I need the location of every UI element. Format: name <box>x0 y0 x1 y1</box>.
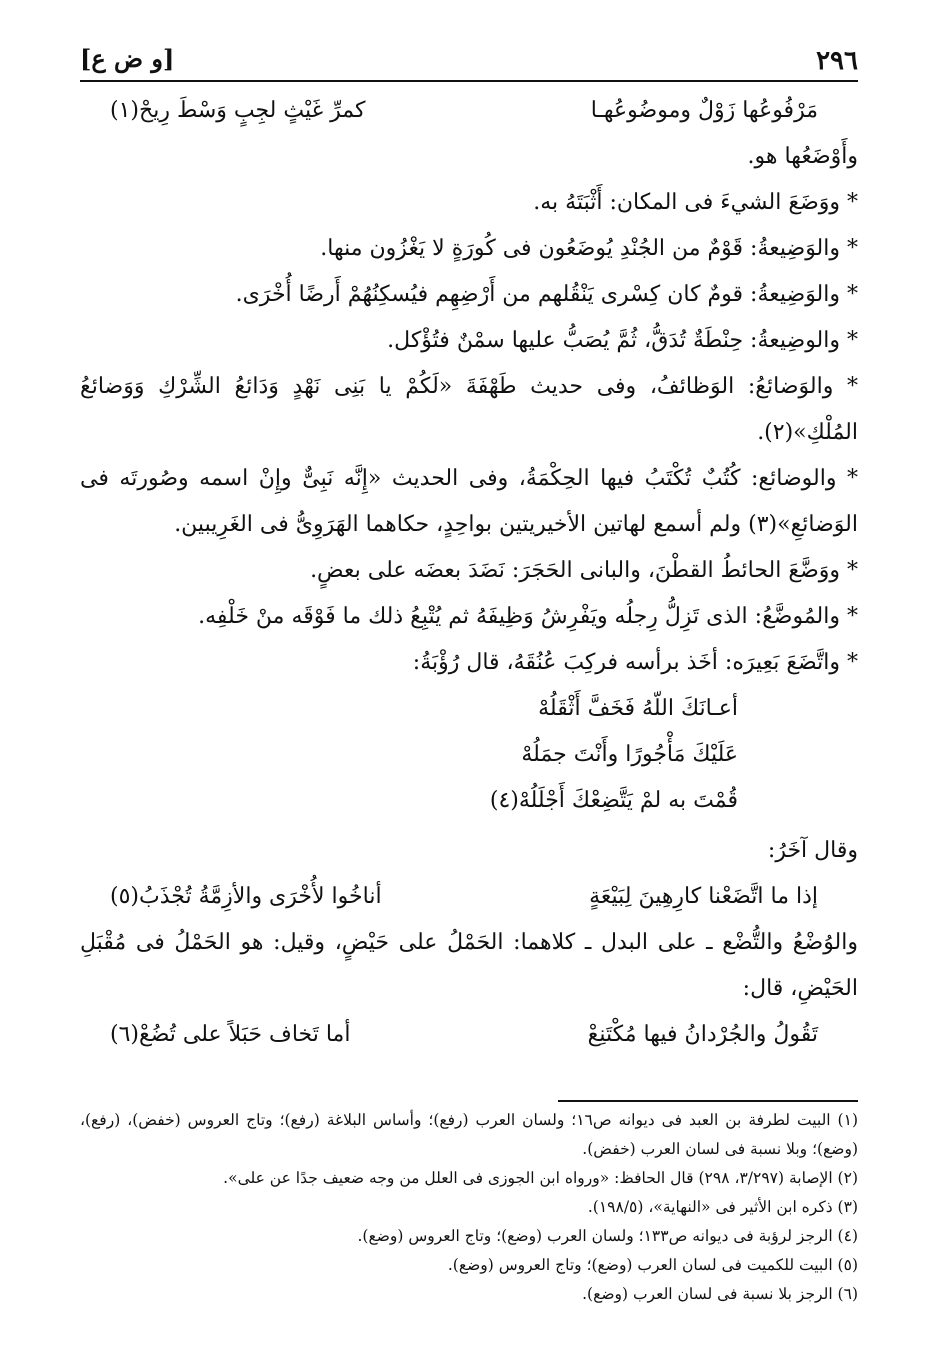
rajaz-line: أعـانَكَ اللّهُ فَخَفَّ أَثْقَلُهْ <box>538 696 738 721</box>
main-text <box>80 88 858 1058</box>
entry-paragraph: * والوَضِيعةُ: قَوْمٌ من الجُنْدِ يُوضَعُون فى كُورَةٍ لا يَغْزُون منها. <box>320 236 858 261</box>
verse-hemistich-left: كمرِّ غَيْثٍ لجِبٍ وَسْطَ رِيحْ(١) <box>110 98 366 123</box>
entry-paragraph: * واتَّضَعَ بَعِيرَه: أخَذ برأسه فركِبَ عُنُقَهُ، قال رُؤْبَةُ: <box>412 650 858 675</box>
entry-paragraph: * والوَضائعُ: الوَظائفُ، وفى حديث طَهْفَةَ «لَكُمْ يا بَنِى نَهْدٍ وَدَائعُ الشِّرْكِ وَوَضائعُ المُلْكِ»(٢). <box>80 374 858 445</box>
footnote: (٦) الرجز بلا نسبة فى لسان العرب (وضع). <box>582 1285 858 1303</box>
verse-hemistich-right: مَرْفُوعُها زَوْلٌ وموضُوعُهـا <box>590 98 818 123</box>
entry-paragraph: * والمُوضَّعُ: الذى تَزِلُّ رِجلُه ويَفْرِشُ وَظِيفَهُ ثم يُتْبِعُ ذلك ما فَوْقَه منْ خَلْفِه. <box>198 604 858 629</box>
verse-hemistich-left: أناخُوا لأُخْرَى والأزِمَّةُ تُجْذَبُ(٥) <box>110 884 382 909</box>
paragraph: والوُضْعُ والتُّضْع ـ على البدل ـ كلاهما: الحَمْلُ على حَيْضٍ، وقيل: هو الحَمْلُ فى مُقْبَلِ الحَيْضِ، قال: <box>80 930 858 1001</box>
verse-line <box>80 1012 858 1058</box>
root-heading: [و ض ع] <box>80 44 175 73</box>
footnotes <box>80 1106 858 1309</box>
footnote-separator <box>558 1100 858 1102</box>
rajaz-line: قُمْتَ به لمْ يَتَّضِعْكَ أَجْلَلُهْ(٤) <box>489 788 738 813</box>
verse-hemistich-right: تَقُولُ والجُرْدانُ فيها مُكْتَنِعْ <box>587 1022 818 1047</box>
footnote: (٢) الإصابة (٣/٢٩٧، ٢٩٨) قال الحافظ: «ورواه ابن الجوزى فى العلل من وجه ضعيف جدًا عن على». <box>223 1169 858 1187</box>
entry-paragraph: * ووَضَّعَ الحائطُ القطْنَ، والبانى الحَجَرَ: نَضَدَ بعضَه على بعضٍ. <box>310 558 858 583</box>
entry-paragraph: * والوضِيعةُ: حِنْطَةٌ تُدَقُّ، ثُمَّ يُصَبُّ عليها سمْنٌ فتُؤْكل. <box>387 328 858 353</box>
entry-paragraph: * والوضائع: كُتُبٌ تُكْتَبُ فيها الحِكْمَةُ، وفى الحديث «إِنَّه نَبِىٌّ وإِنْ اسمه وصُورتَه فى الوَضائعِ»(٣) ولم أسمع لهاتين الأخيريتين بواحِدٍ، حكاهما الهَرَوِىُّ فى الغَرِيبين. <box>80 466 858 537</box>
entry-paragraph: * والوَضِيعةُ: قومٌ كان كِسْرى يَنْقُلهم من أَرْضِهِم فيُسكِنُهُمْ أَرضًا أُخْرَى. <box>235 282 858 307</box>
verse-line <box>80 88 858 134</box>
footnote: (٤) الرجز لرؤبة فى ديوانه ص١٣٣؛ ولسان العرب (وضع)؛ وتاج العروس (وضع). <box>357 1227 858 1245</box>
paragraph: وأَوْضَعُها هو. <box>747 144 858 169</box>
verse-hemistich-left: أما تَخاف حَبَلاً على تُضُعْ(٦) <box>110 1022 351 1047</box>
verse-hemistich-right: إذا ما اتَّضَعْنا كارِهِينَ لِبَيْعَةٍ <box>589 884 818 909</box>
page-number: ٢٩٦ <box>816 46 858 76</box>
paragraph: وقال آخَرُ: <box>767 838 858 863</box>
page-header <box>80 40 858 82</box>
verse-line <box>80 874 858 920</box>
footnote: (٥) البيت للكميت فى لسان العرب (وضع)؛ وتاج العروس (وضع). <box>447 1256 858 1274</box>
footnote: (٣) ذكره ابن الأثير فى «النهاية»، (١٩٨/٥). <box>587 1198 858 1216</box>
entry-paragraph: * ووَضَعَ الشيءَ فى المكان: أَثْبَتَهُ به. <box>533 190 858 215</box>
footnote: (١) البيت لطرفة بن العبد فى ديوانه ص١٦؛ ولسان العرب (رفع)؛ وأساس البلاغة (رفع)؛ وتاج العروس (خفض)، (رفع)، (وضع)؛ وبلا نسبة فى لسان العرب (خفض). <box>80 1111 858 1158</box>
rajaz-line: عَلَيْكَ مَأْجُورًا وأَنْتَ جمَلُهْ <box>521 742 738 767</box>
